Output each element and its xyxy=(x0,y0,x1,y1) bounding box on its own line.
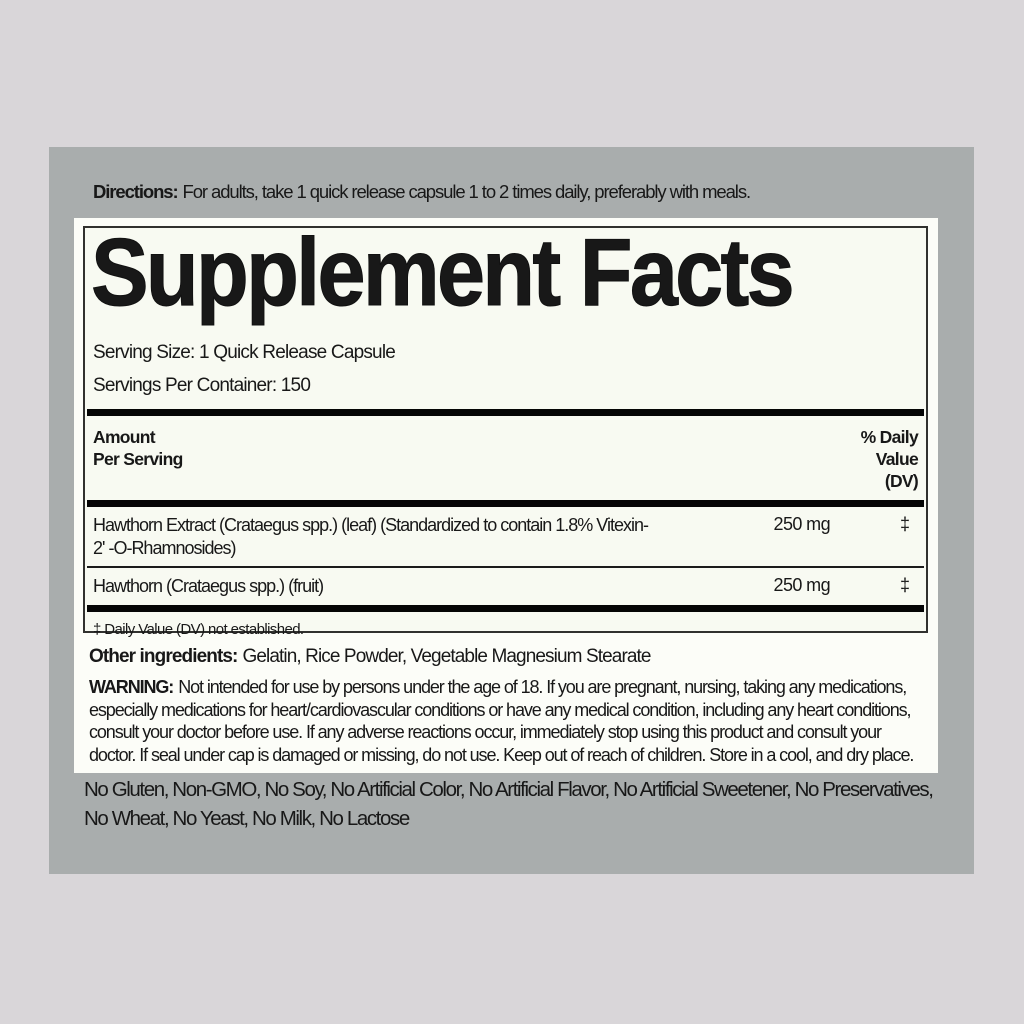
serving-size: Serving Size: 1 Quick Release Capsule xyxy=(93,342,396,363)
directions-text: For adults, take 1 quick release capsule 1 to 2 times daily, preferably with meals. xyxy=(182,181,751,202)
header-line: Amount xyxy=(93,427,155,447)
ingredient-name-line: 2' -O-Rhamnosides) xyxy=(93,537,236,558)
label-panel xyxy=(49,147,974,874)
other-ingredients-text: Gelatin, Rice Powder, Vegetable Magnesium Stearate xyxy=(242,646,651,667)
ingredient-daily-value: ‡ xyxy=(899,514,910,534)
directions xyxy=(93,181,750,203)
ingredient-amount: 250 mg xyxy=(773,575,830,595)
header-line: Value xyxy=(875,449,918,469)
supplement-facts-label xyxy=(74,218,938,773)
divider-thick xyxy=(87,500,924,507)
supplement-facts-box xyxy=(83,219,928,638)
amount-per-serving-header xyxy=(93,426,183,492)
divider-thick xyxy=(87,605,924,612)
table-row xyxy=(87,507,924,566)
ingredient-name-line: Hawthorn Extract (Crataegus spp.) (leaf) (Standardized to contain 1.8% Vitexin- xyxy=(93,515,648,535)
header-line: Per Serving xyxy=(93,449,183,469)
directions-label: Directions: xyxy=(93,181,178,202)
ingredient-name-line: Hawthorn (Crataegus spp.) (fruit) xyxy=(93,576,324,596)
facts-table-header xyxy=(87,416,924,500)
header-line: % Daily xyxy=(860,427,918,447)
ingredient-name xyxy=(93,514,700,559)
divider-thick xyxy=(87,409,924,416)
ingredient-daily-value: ‡ xyxy=(899,575,910,595)
daily-value-header xyxy=(861,426,918,492)
supplement-facts-title: Supplement Facts xyxy=(91,219,792,326)
servings-per-container: Servings Per Container: 150 xyxy=(93,375,311,396)
ingredient-name xyxy=(93,575,700,598)
header-line: (DV) xyxy=(884,471,918,491)
ingredient-amount: 250 mg xyxy=(773,514,830,534)
warning-label: WARNING: xyxy=(89,677,174,697)
other-ingredients-label: Other ingredients: xyxy=(89,646,238,667)
warning-text: Not intended for use by persons under the age of 18. If you are pregnant, nursing, taking any medications, especially medications for heart/cardiovascular conditions or have any medical condition, including any heart conditions, consult your doctor before use. If any adverse reactions occur, immediately stop using this product and consult your doctor. If seal under cap is damaged or missing, do not use. Keep out of reach of children. Store in a cool, and dry place. xyxy=(89,677,914,765)
allergen-claims: No Gluten, Non-GMO, No Soy, No Artificial Color, No Artificial Flavor, No Artificial Sweetener, No Preservatives, No Wheat, No Yeast, No Milk, No Lactose xyxy=(84,778,933,830)
table-row xyxy=(87,568,924,605)
warning xyxy=(89,676,929,766)
other-ingredients xyxy=(89,646,927,668)
daily-value-footnote: ‡ Daily Value (DV) not established. xyxy=(93,620,304,638)
